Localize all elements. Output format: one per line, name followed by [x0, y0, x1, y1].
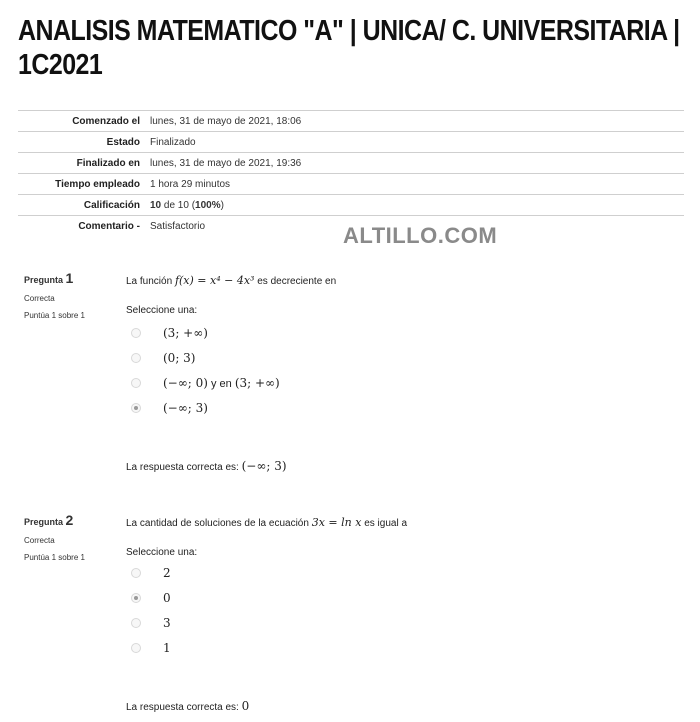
option-label[interactable]: 3 — [163, 616, 171, 630]
summary-label: Finalizado en — [76, 157, 140, 169]
summary-label: Estado — [106, 136, 140, 148]
summary-row-started — [18, 111, 684, 132]
summary-value: lunes, 31 de mayo de 2021, 19:36 — [150, 157, 302, 169]
grade-value: 10 — [150, 199, 162, 211]
correct-answer: La respuesta correcta es: 0 — [126, 699, 250, 713]
radio-button[interactable] — [131, 378, 141, 388]
option-label[interactable]: (0; 3) — [163, 351, 196, 365]
question-math: 3x = ln x — [311, 516, 362, 529]
summary-label: Calificación — [83, 199, 140, 211]
select-prompt: Seleccione una: — [126, 305, 198, 316]
grade-close: ) — [220, 199, 224, 211]
summary-value: Finalizado — [150, 136, 196, 148]
question-number: Pregunta 1 — [24, 270, 74, 286]
summary-label: Comentario - — [78, 220, 140, 232]
summary-label: Comenzado el — [72, 115, 140, 127]
option-label[interactable]: (−∞; 3) — [163, 401, 208, 415]
option-label[interactable]: (3; +∞) — [163, 326, 208, 340]
option-label[interactable]: 0 — [163, 591, 171, 605]
answer-option[interactable] — [131, 564, 171, 582]
radio-button[interactable] — [131, 643, 141, 653]
option-label[interactable]: (−∞; 0) y en (3; +∞) — [163, 376, 280, 390]
question-status: Correcta — [24, 294, 55, 303]
correct-answer: La respuesta correcta es: (−∞; 3) — [126, 459, 287, 473]
summary-value — [150, 195, 684, 216]
question-math: f(x) = x⁴ − 4x³ — [174, 274, 255, 287]
radio-button[interactable] — [131, 353, 141, 363]
grade-rest: de 10 ( — [161, 199, 196, 211]
summary-row-finished — [18, 153, 684, 174]
radio-button[interactable] — [131, 618, 141, 628]
watermark: ALTILLO.COM — [343, 223, 498, 248]
grade-percent: 100% — [195, 199, 221, 211]
answer-option[interactable] — [131, 324, 208, 342]
answer-option[interactable] — [131, 614, 171, 632]
question-number: Pregunta 2 — [24, 512, 74, 528]
summary-value: lunes, 31 de mayo de 2021, 18:06 — [150, 115, 302, 127]
question-status: Correcta — [24, 536, 55, 545]
answer-option[interactable] — [131, 399, 208, 417]
summary-row-state — [18, 132, 684, 153]
radio-button[interactable] — [131, 328, 141, 338]
answer-option[interactable] — [131, 639, 171, 657]
summary-value: Satisfactorio — [150, 220, 206, 232]
question-text: La función f(x) = x⁴ − 4x³ es decreciente en — [126, 274, 337, 287]
select-prompt: Seleccione una: — [126, 547, 198, 558]
answer-option[interactable] — [131, 349, 196, 367]
option-label[interactable]: 1 — [163, 641, 171, 655]
answer-option[interactable] — [131, 589, 171, 607]
summary-row-time — [18, 174, 684, 195]
question-info — [24, 512, 85, 570]
question-score: Puntúa 1 sobre 1 — [24, 553, 85, 562]
radio-button-selected[interactable] — [131, 593, 141, 603]
option-label[interactable]: 2 — [163, 566, 171, 580]
attempt-summary-table — [18, 110, 684, 237]
summary-label: Tiempo empleado — [55, 178, 140, 190]
page-title: ANALISIS MATEMATICO "A" | UNICA/ C. UNIVERSITARIA | 1C2021 — [18, 15, 680, 81]
question-text: La cantidad de soluciones de la ecuación 3x = ln x es igual a — [126, 516, 408, 529]
question-score: Puntúa 1 sobre 1 — [24, 311, 85, 320]
answer-option[interactable] — [131, 374, 280, 392]
radio-button-selected[interactable] — [131, 403, 141, 413]
question-info — [24, 270, 85, 328]
radio-button[interactable] — [131, 568, 141, 578]
summary-value: 1 hora 29 minutos — [150, 178, 231, 190]
summary-row-grade — [18, 195, 684, 216]
